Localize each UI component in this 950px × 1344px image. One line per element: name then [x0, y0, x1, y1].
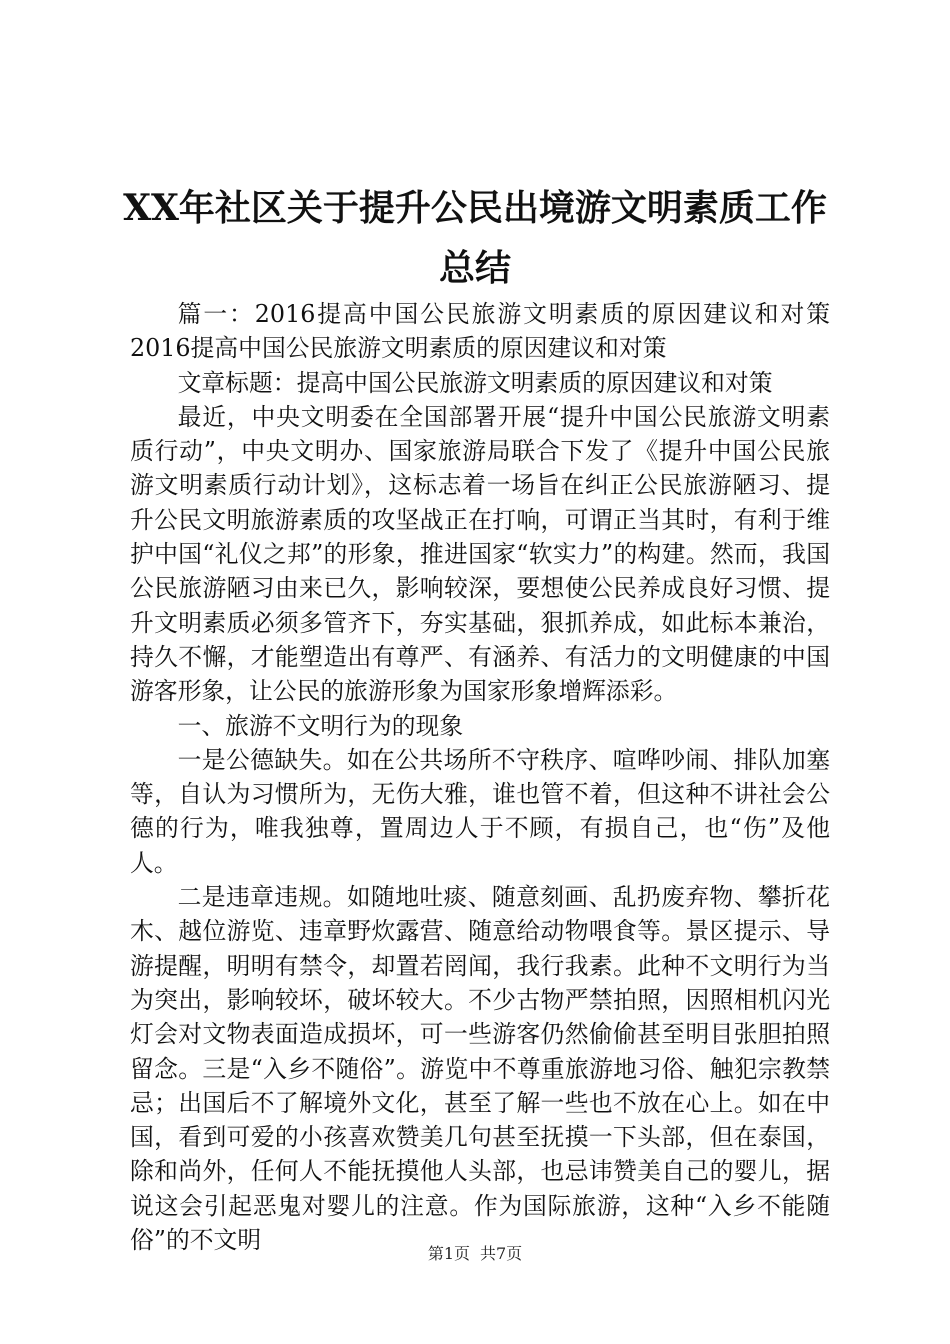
page-footer [0, 1244, 950, 1264]
page-number-current: 第1页 [427, 1244, 470, 1263]
paragraph-background: 最近，中央文明委在全国部署开展“提升中国公民旅游文明素质行动”，中央文明办、国家旅游局联合下发了《提升中国公民旅游文明素质行动计划》，这标志着一场旨在纠正公民旅游陋习、提升公民文明旅游素质的攻坚战正在打响，可谓正当其时，有利于维护中国“礼仪之邦”的形象，推进国家“软实力”的构建。然而，我国公民旅游陋习由来已久，影响较深，要想使公民养成良好习惯、提升文明素质必须多管齐下，夯实基础，狠抓养成，如此标本兼治，持久不懈，才能塑造出有尊严、有涵养、有活力的文明健康的中国游客形象，让公民的旅游形象为国家形象增辉添彩。 [130, 402, 830, 706]
paragraph-point-one: 一是公德缺失。如在公共场所不守秩序、喧哗吵闹、排队加塞等，自认为习惯所为，无伤大雅，谁也管不着，但这种不讲社会公德的行为，唯我独尊，置周边人于不顾，有损自己，也“伤”及他人。 [130, 745, 830, 877]
section-heading-phenomena: 一、旅游不文明行为的现象 [177, 711, 464, 740]
document-title-line-1: XX年社区关于提升公民出境游文明素质工作 [123, 187, 827, 229]
paragraph-article-title: 文章标题：提高中国公民旅游文明素质的原因建议和对策 [177, 368, 773, 397]
paragraph-article-intro: 篇一：2016提高中国公民旅游文明素质的原因建议和对策2016提高中国公民旅游文明素质的原因建议和对策 [130, 300, 830, 363]
paragraph-point-two: 二是违章违规。如随地吐痰、随意刻画、乱扔废弃物、攀折花木、越位游览、违章野炊露营、随意给动物喂食等。景区提示、导游提醒，明明有禁令，却置若罔闻，我行我素。此种不文明行为当为突出，影响较坏，破坏较大。不少古物严禁拍照，因照相机闪光灯会对文物表面造成损坏，可一些游客仍然偷偷甚至明目张胆拍照留念。三是“入乡不随俗”。游览中不尊重旅游地习俗、触犯宗教禁忌；出国后不了解境外文化，甚至了解一些也不放在心上。如在中国，看到可爱的小孩喜欢赞美几句甚至抚摸一下头部，但在泰国，除和尚外，任何人不能抚摸他人头部，也忌讳赞美自己的婴儿，据说这会引起恶鬼对婴儿的注意。作为国际旅游，这种“入乡不能随俗”的不文明 [130, 883, 830, 1255]
page-number-total: 共7页 [480, 1244, 523, 1263]
document-title-line-2: 总结 [438, 247, 511, 289]
document-body [130, 297, 830, 1257]
